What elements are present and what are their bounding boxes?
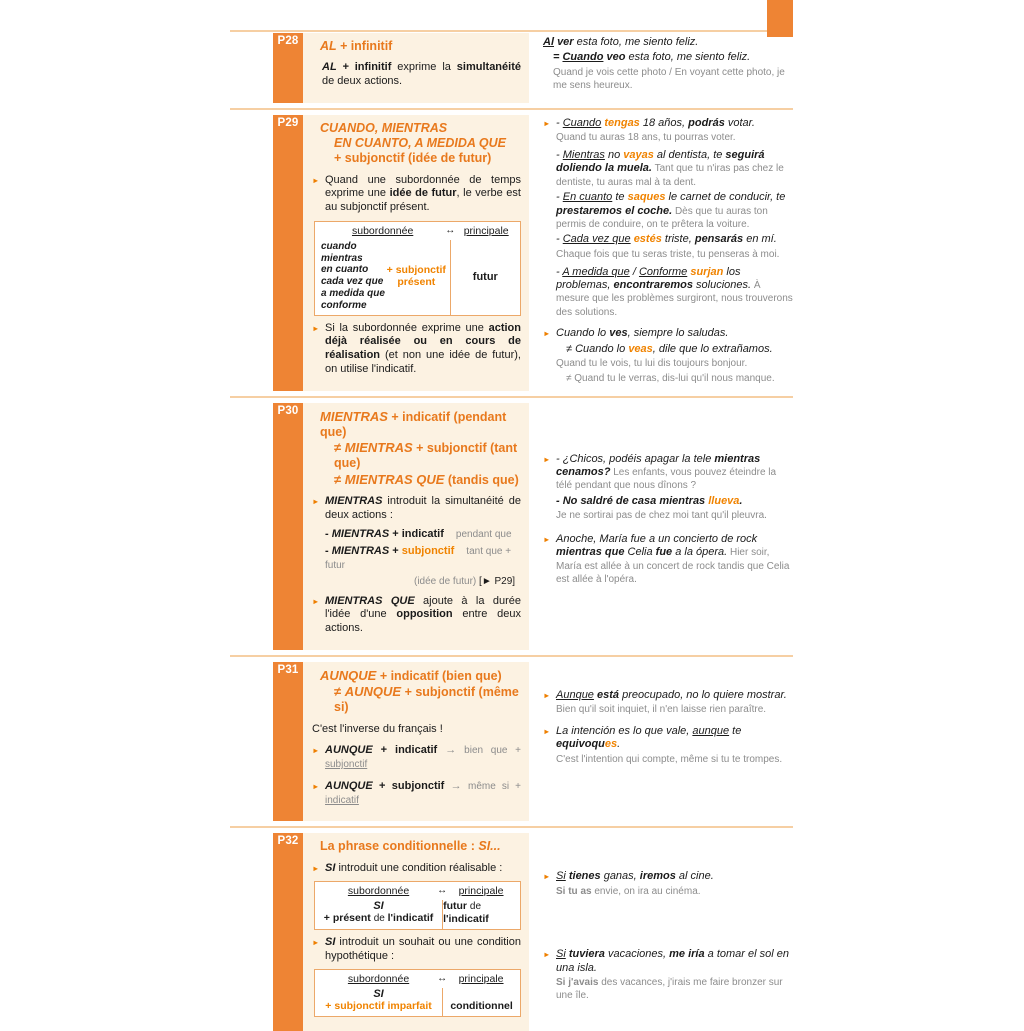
section-p32 [273,833,793,1031]
cross-reference: (idée de futur) [► P29] [414,575,516,587]
example-es: La intención es lo que vale, aunque te equivoques. [556,724,742,751]
section-p28 [273,33,793,103]
conjunction-list: cuando mientras en cuanto cada vez que a medida que conforme [321,240,385,311]
rule-text [312,322,521,377]
table-header-subordinate: subordonnée [347,973,410,986]
example-fr: Quand je vois cette photo / En voyant cette photo, je me sens heureux. [553,66,785,91]
table-cell-main [442,900,520,929]
mode-label [385,264,448,289]
bullet-arrow-icon: ► [543,950,551,960]
section-p30 [273,403,793,650]
rule-subline: - MIENTRAS + subjonctif tant que + futur [325,545,512,571]
section-number-badge: P29 [277,116,299,129]
example-group [543,453,793,523]
page-content [230,33,793,1031]
bullet-arrow-icon: ► [312,781,320,791]
section-title [320,409,521,488]
section-title [320,121,521,167]
example-es: - No saldré de casa mientras llueva. [556,494,743,507]
rule-panel [303,833,529,1031]
bullet-arrow-icon: ► [312,596,320,606]
title-line: + subjonctif (idée de futur) [334,151,492,166]
example-fr: Bien qu'il soit inquiet, il n'en laisse rien paraître. [556,704,767,716]
section-spine [273,115,303,391]
example-group [543,689,793,717]
section-number-badge: P31 [277,663,299,676]
bullet-arrow-icon: ► [312,746,320,756]
table-cell-main: futur [450,240,520,315]
bullet-arrow-icon: ► [543,118,551,128]
title-line: La phrase conditionnelle : SI... [320,839,501,854]
grammar-table [314,221,521,316]
example-fr: Si j'avais des vacances, j'irais me faire bronzer sur une île. [556,977,783,1002]
table-cell-subordinate [315,988,442,1016]
section-separator [230,396,793,398]
rule-text [312,862,521,876]
bullet-arrow-icon: ► [543,872,551,882]
mode-line: + subjonctif [386,263,446,276]
top-separator-rule [230,30,793,32]
title-line: ≠ AUNQUE + subjonctif (même si) [334,684,519,715]
example-es: ≠ Cuando lo veas, dile que lo extrañamos. [566,342,773,355]
table-header-subordinate: subordonnée [347,885,410,898]
table-header-main: principale [458,885,504,898]
rule-text-body: Si la subordonnée exprime une action déjà réalisée ou en cours de réalisation (et non une idée de futur), on utilise l'indicatif. [325,321,521,375]
section-spine [273,33,303,103]
rule-text-body: Quand une subordonnée de temps exprime une idée de futur, le verbe est au subjonctif présent. [325,173,521,213]
rule-subline: - MIENTRAS + indicatif pendant que [325,528,512,541]
table-header-main: principale [458,973,504,986]
table-body [315,988,520,1016]
title-line: ≠ MIENTRAS QUE (tandis que) [334,471,519,487]
bullet-arrow-icon: ► [312,175,320,185]
section-number-badge: P28 [277,35,299,47]
example-es: - A medida que / Conforme surjan los problemas, encontraremos soluciones. À mesure que les problèmes surgiront, nous trouverons des solutions. [556,265,793,318]
example-group [543,327,793,385]
section-spine [273,403,303,650]
example-group [543,725,793,767]
rule-text-body: AUNQUE + subjonctif → même si + indicatif [325,779,521,806]
double-arrow-icon: ↔ [445,224,456,236]
double-arrow-icon: ↔ [437,885,448,897]
example-es: - Cada vez que estés triste, pensarás en mí. [556,233,777,246]
rule-text: AL + infinitif exprime la simultanéité de deux actions. [322,61,521,87]
table-header [315,885,520,900]
bullet-arrow-icon: ► [543,534,551,544]
si-word: SI [373,988,384,1001]
rule-text-body: SI introduit une condition réalisable : [325,861,503,874]
title-line: AL + infinitif [320,39,393,53]
example-fr: Quand tu auras 18 ans, tu pourras voter. [556,132,736,144]
example-es: Cuando lo ves, siempre lo saludas. [556,327,729,340]
tense-line: conditionnel [450,1000,513,1013]
title-line: EN CUANTO, A MEDIDA QUE [334,136,506,150]
section-title [320,39,521,54]
example-group [543,948,793,1002]
examples-column [543,833,793,1031]
examples-column [543,403,793,650]
double-arrow-icon: ↔ [437,973,448,985]
example-fr: Si tu as envie, on ira au cinéma. [556,885,701,897]
example-es: - Cuando tengas 18 años, podrás votar. [556,116,755,129]
rule-text-body: MIENTRAS introduit la simultanéité de deux actions : [325,494,521,521]
rule-text-body: AUNQUE + indicatif → bien que + subjonctif [325,744,521,771]
table-cell-subordinate [315,240,450,315]
rule-text [312,495,521,523]
rule-text [312,174,521,215]
example-fr: C'est l'intention qui compte, même si tu te trompes. [556,753,783,765]
example-es: = Cuando veo esta foto, me siento feliz. [553,51,751,64]
bullet-arrow-icon: ► [312,496,320,506]
rule-panel [303,662,529,822]
title-line: MIENTRAS + indicatif (pendant que) [320,408,507,439]
examples-column [543,33,793,103]
table-header [315,973,520,988]
example-es: - En cuanto te saques le carnet de conducir, te prestaremos el coche. Dès que tu auras ton permis de conduire, on te prêtera la voiture. [556,191,786,230]
example-es: Si tuviera vacaciones, me iría a tomar el sol en una isla. [556,948,789,974]
example-es: Anoche, María fue a un concierto de rock mientras que Celia fue a la ópera. Hier soir, María est allée à un concert de rock tandis que Celia est allée à l'opéra. [556,532,790,586]
example-fr: Je ne sortirai pas de chez moi tant qu'il pleuvra. [556,510,767,522]
section-separator [230,108,793,110]
example-es: - Mientras no vayas al dentista, te seguirá doliendo la muela. Tant que tu n'iras pas chez le dentiste, tu auras mal à ta dent. [556,148,784,188]
table-header-main: principale [463,224,509,237]
section-number-badge: P32 [277,835,299,848]
bullet-arrow-icon: ► [543,690,551,700]
example-es: Si tienes ganas, iremos al cine. [556,870,714,883]
tense-line: + subjonctif imparfait [325,1000,432,1013]
page-edge-tab [767,0,793,37]
example-es: Al ver esta foto, me siento feliz. [543,36,699,48]
example-group [543,117,793,319]
bullet-arrow-icon: ► [312,323,320,333]
example-group [543,870,793,898]
tense-line: futur de l'indicatif [443,900,489,926]
example-fr: Quand tu le vois, tu lui dis toujours bonjour. [556,358,748,370]
bullet-arrow-icon: ► [543,329,551,339]
section-spine [273,662,303,822]
examples-column [543,115,793,391]
rule-text-body: MIENTRAS QUE ajoute à la durée l'idée d'une opposition entre deux actions. [325,594,521,635]
rule-text [312,780,521,808]
rule-text: C'est l'inverse du français ! [312,722,443,735]
rule-panel [303,403,529,650]
table-body [315,240,520,315]
section-title [320,668,521,716]
rule-panel [303,115,529,391]
example-es: - ¿Chicos, podéis apagar la tele mientras cenamos? Les enfants, vous pouvez éteindre la télé pendant que nous dînons ? [556,452,777,492]
rule-text [312,595,521,636]
bullet-arrow-icon: ► [543,726,551,736]
example-fr: ≠ Quand tu le verras, dis-lui qu'il nous manque. [566,372,775,384]
bullet-arrow-icon: ► [312,937,320,947]
title-line: AUNQUE + indicatif (bien que) [320,667,502,683]
examples-column [543,662,793,822]
title-line: ≠ MIENTRAS + subjonctif (tant que) [334,440,518,471]
rule-panel [303,33,529,103]
rule-text [312,936,521,964]
example-es: Aunque está preocupado, no lo quiere mostrar. [556,688,787,701]
mode-line: présent [397,276,436,289]
table-body [315,900,520,929]
table-header [315,225,520,240]
rule-text [312,744,521,772]
si-word: SI [373,900,384,913]
table-cell-main [442,988,520,1016]
title-line: CUANDO, MIENTRAS [320,120,448,135]
grammar-table [314,969,521,1017]
example-fr: Chaque fois que tu seras triste, tu penseras à moi. [556,248,780,260]
example-group [543,533,793,587]
section-separator [230,655,793,657]
section-separator [230,826,793,828]
section-p31 [273,662,793,822]
bullet-arrow-icon: ► [543,454,551,464]
table-cell-subordinate [315,900,442,929]
tense-line: + présent de l'indicatif [323,912,434,925]
grammar-table [314,881,521,930]
section-p29 [273,115,793,391]
bullet-arrow-icon: ► [312,863,320,873]
rule-text-body: SI introduit un souhait ou une condition hypothétique : [325,935,521,962]
section-title [320,839,521,854]
section-spine [273,833,303,1031]
table-header-subordinate: subordonnée [351,224,414,237]
section-number-badge: P30 [277,404,299,417]
